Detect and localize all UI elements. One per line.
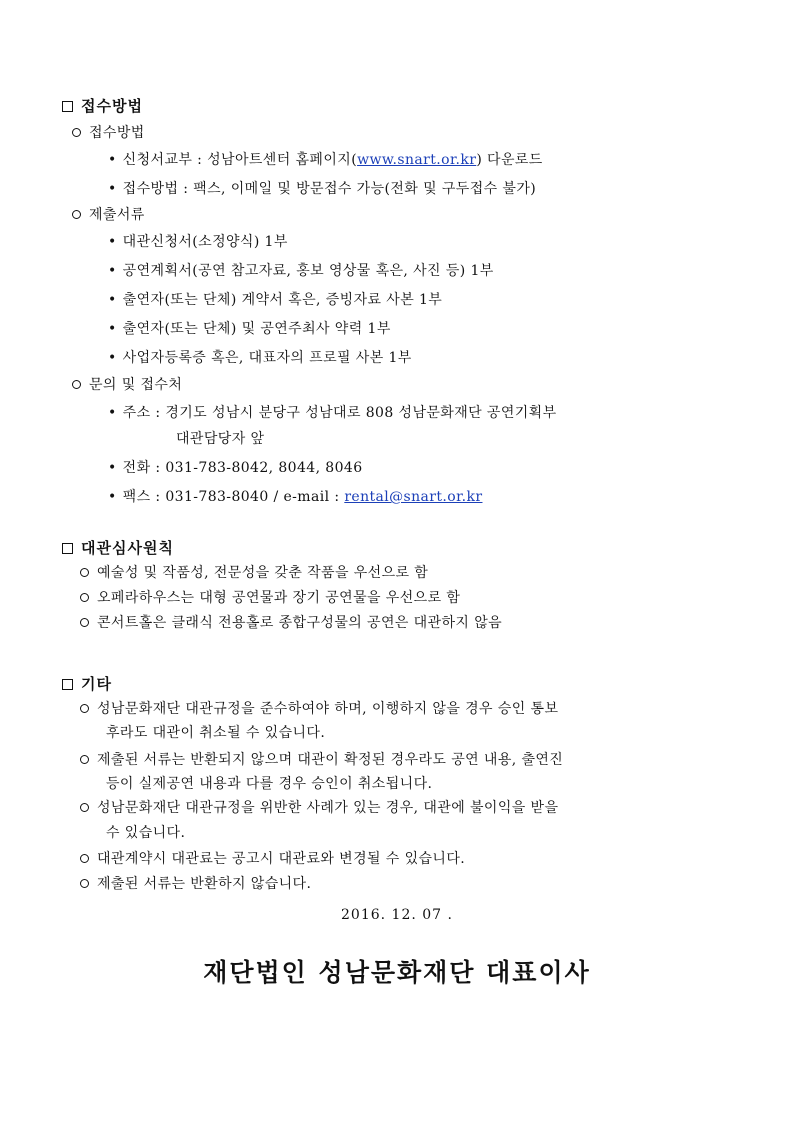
etc-item: 성남문화재단 대관규정을 준수하여야 하며, 이행하지 않을 경우 승인 통보 (80, 700, 558, 718)
document-item: • 대관신청서(소정양식) 1부 (108, 234, 288, 250)
circle-bullet-icon (80, 568, 89, 577)
circle-bullet-icon (72, 380, 81, 389)
circle-bullet-icon (80, 593, 89, 602)
circle-bullet-icon (80, 879, 89, 888)
etc-item: 대관계약시 대관료는 공고시 대관료와 변경될 수 있습니다. (80, 850, 465, 868)
section-heading-review: 대관심사원칙 (62, 539, 174, 557)
document-item: • 출연자(또는 단체) 계약서 혹은, 증빙자료 사본 1부 (108, 292, 443, 308)
middle-dot-icon: • (108, 292, 117, 308)
contact-phone: • 전화 : 031-783-8042, 8044, 8046 (108, 460, 363, 476)
review-item: 오페라하우스는 대형 공연물과 장기 공연물을 우선으로 함 (80, 589, 460, 607)
contact-address-recipient: 대관담당자 앞 (176, 431, 265, 447)
middle-dot-icon: • (108, 234, 117, 250)
circle-bullet-icon (80, 704, 89, 713)
issuer-signature: 재단법인 성남문화재단 대표이사 (203, 958, 591, 987)
middle-dot-icon: • (108, 405, 117, 421)
reception-method-title: 접수방법 (72, 124, 145, 142)
etc-item: 제출된 서류는 반환되지 않으며 대관이 확정된 경우라도 공연 내용, 출연진 (80, 751, 563, 769)
checkbox-square-icon (62, 101, 73, 112)
email-link[interactable]: rental@snart.or.kr (344, 489, 483, 505)
middle-dot-icon: • (108, 460, 117, 476)
homepage-link[interactable]: www.snart.or.kr (357, 152, 477, 168)
circle-bullet-icon (80, 854, 89, 863)
checkbox-square-icon (62, 679, 73, 690)
etc-item-continuation: 등이 실제공연 내용과 다를 경우 승인이 취소됩니다. (106, 776, 433, 792)
middle-dot-icon: • (108, 181, 117, 197)
middle-dot-icon: • (108, 350, 117, 366)
contact-address: • 주소 : 경기도 성남시 분당구 성남대로 808 성남문화재단 공연기획부 (108, 405, 557, 421)
document-item: • 공연계획서(공연 참고자료, 홍보 영상물 혹은, 사진 등) 1부 (108, 263, 494, 279)
contact-fax-email: • 팩스 : 031-783-8040 / e-mail : rental@snart.or.kr (108, 489, 483, 505)
review-item: 콘서트홀은 클래식 전용홀로 종합구성물의 공연은 대관하지 않음 (80, 614, 502, 632)
circle-bullet-icon (72, 210, 81, 219)
circle-bullet-icon (80, 755, 89, 764)
checkbox-square-icon (62, 543, 73, 554)
circle-bullet-icon (80, 803, 89, 812)
middle-dot-icon: • (108, 489, 117, 505)
review-item: 예술성 및 작품성, 전문성을 갖춘 작품을 우선으로 함 (80, 564, 428, 582)
etc-item-continuation: 후라도 대관이 취소될 수 있습니다. (106, 725, 326, 741)
document-item: • 출연자(또는 단체) 및 공연주최사 약력 1부 (108, 321, 391, 337)
circle-bullet-icon (80, 618, 89, 627)
contact-title: 문의 및 접수처 (72, 376, 182, 394)
etc-item-continuation: 수 있습니다. (106, 825, 186, 841)
section-heading-reception: 접수방법 (62, 97, 143, 115)
reception-form-line: • 신청서교부 : 성남아트센터 홈페이지(www.snart.or.kr) 다운로드 (108, 152, 543, 168)
document-date: 2016. 12. 07 . (341, 907, 453, 923)
middle-dot-icon: • (108, 263, 117, 279)
document-item: • 사업자등록증 혹은, 대표자의 프로필 사본 1부 (108, 350, 412, 366)
middle-dot-icon: • (108, 321, 117, 337)
reception-way-line: • 접수방법 : 팩스, 이메일 및 방문접수 가능(전화 및 구두접수 불가) (108, 181, 537, 197)
circle-bullet-icon (72, 128, 81, 137)
etc-item: 제출된 서류는 반환하지 않습니다. (80, 875, 311, 893)
documents-title: 제출서류 (72, 206, 145, 224)
section-heading-etc: 기타 (62, 675, 112, 693)
middle-dot-icon: • (108, 152, 117, 168)
etc-item: 성남문화재단 대관규정을 위반한 사례가 있는 경우, 대관에 불이익을 받을 (80, 799, 558, 817)
